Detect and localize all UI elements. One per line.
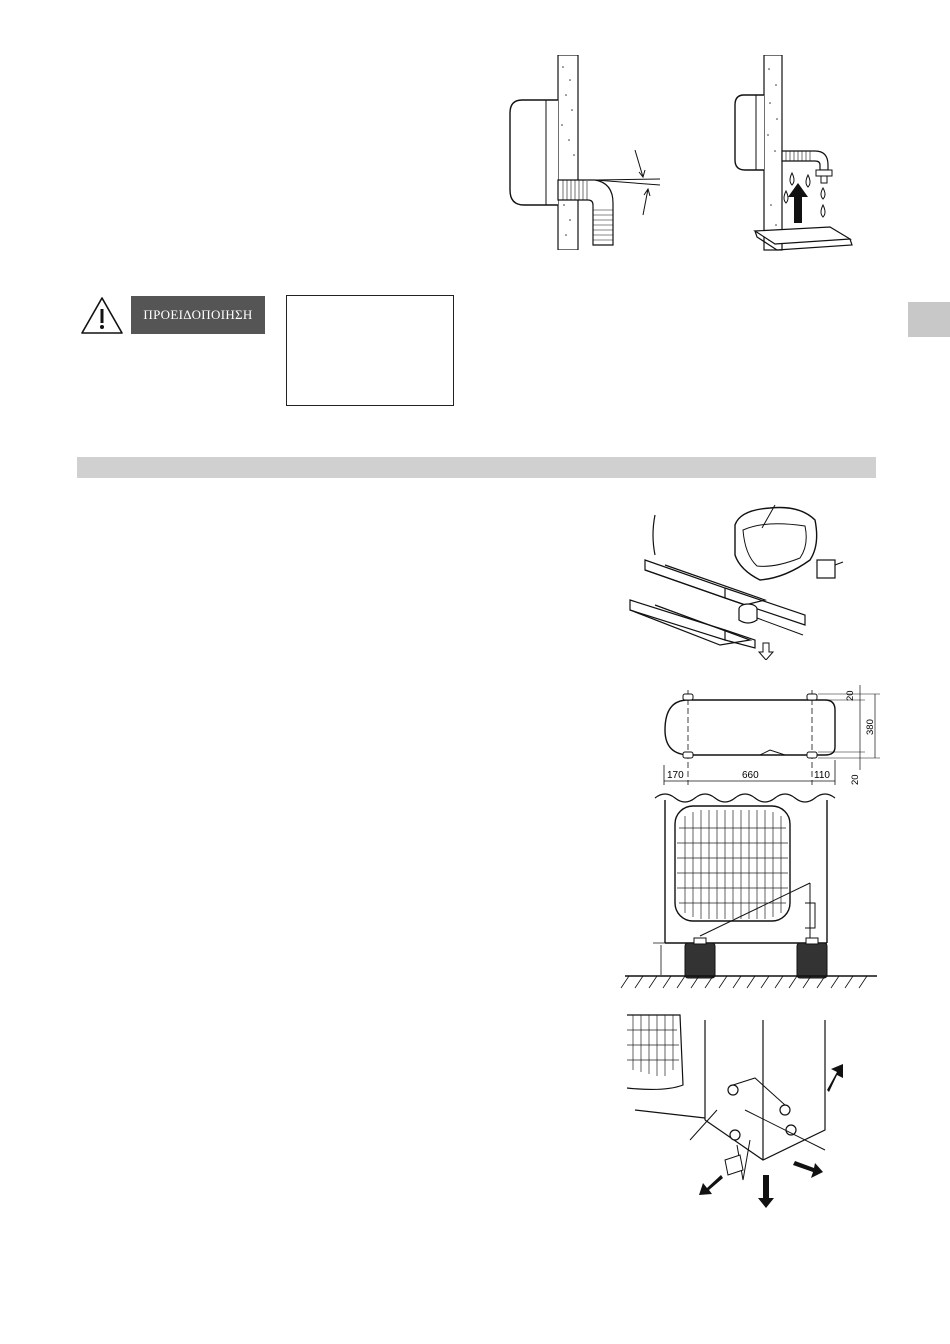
dimension-label: 380: [865, 719, 876, 735]
top-view-dimensions-diagram: [650, 685, 880, 795]
drain-drip-tray-diagram: [720, 55, 860, 260]
dimension-label: 110: [814, 770, 830, 781]
warning-label: ΠΡΟΕΙΔΟΠΟΙΗΣΗ: [131, 296, 265, 334]
section-heading-bar: [77, 457, 876, 478]
dimension-label: 660: [742, 770, 759, 781]
raised-unit-diagram: [615, 788, 880, 993]
dimension-label: 170: [667, 770, 684, 781]
base-knockout-diagram: [625, 1010, 855, 1210]
drain-hose-slope-diagram: [500, 55, 670, 250]
warning-triangle-icon: [80, 296, 124, 336]
dimension-label: 20: [850, 774, 861, 785]
dimension-label: 20: [845, 690, 856, 701]
language-tab: [908, 302, 950, 337]
unit-on-rails-diagram: [625, 500, 850, 660]
warning-text-box: [286, 295, 454, 406]
